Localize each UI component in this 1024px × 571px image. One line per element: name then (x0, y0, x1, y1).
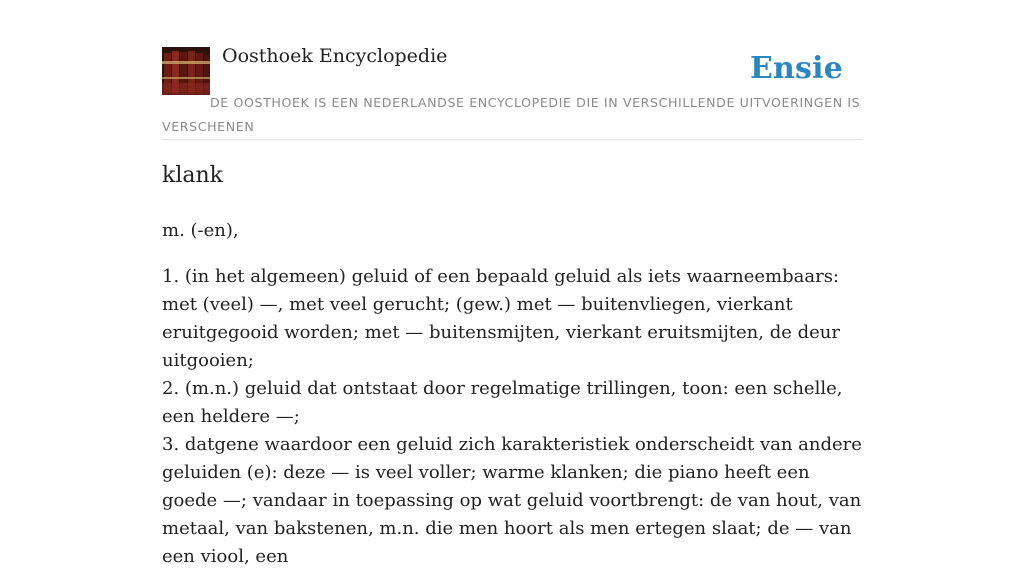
ensie-logo-link[interactable]: Ensie (749, 51, 843, 86)
entry-definitions (162, 263, 862, 571)
entry-grammar: m. (-en), (162, 220, 239, 241)
definition-3: 3. datgene waardoor een geluid zich karakteristiek onderscheidt van andere geluiden (e): deze — is veel voller; warme klanken; die piano heeft een goede —; vandaar in toepassing op wat geluid voortbrengt: de van hout, van metaal, van bakstenen, m.n. die men hoort als men ertegen slaat; de — van een viool, een (162, 434, 862, 567)
definition-1: 1. (in het algemeen) geluid of een bepaald geluid als iets waarneembaars: met (veel) —, met veel gerucht; (gew.) met — buitenvliegen, vierkant eruitgegooid worden; met — buitensmijten, vierkant eruitsmijten, de deur uitgooien; (162, 266, 840, 371)
site-header (162, 0, 862, 140)
definition-2: 2. (m.n.) geluid dat ontstaat door regelmatige trillingen, toon: een schelle, een heldere —; (162, 378, 843, 427)
page (162, 0, 862, 567)
site-title-link[interactable]: Oosthoek Encyclopedie (222, 45, 448, 67)
entry-title: klank (162, 163, 223, 188)
site-tagline: DE OOSTHOEK IS EEN NEDERLANDSE ENCYCLOPEDIE DIE IN VERSCHILLENDE UITVOERINGEN IS VERSCHENEN (162, 95, 861, 134)
encyclopedia-books-icon[interactable] (162, 47, 210, 95)
